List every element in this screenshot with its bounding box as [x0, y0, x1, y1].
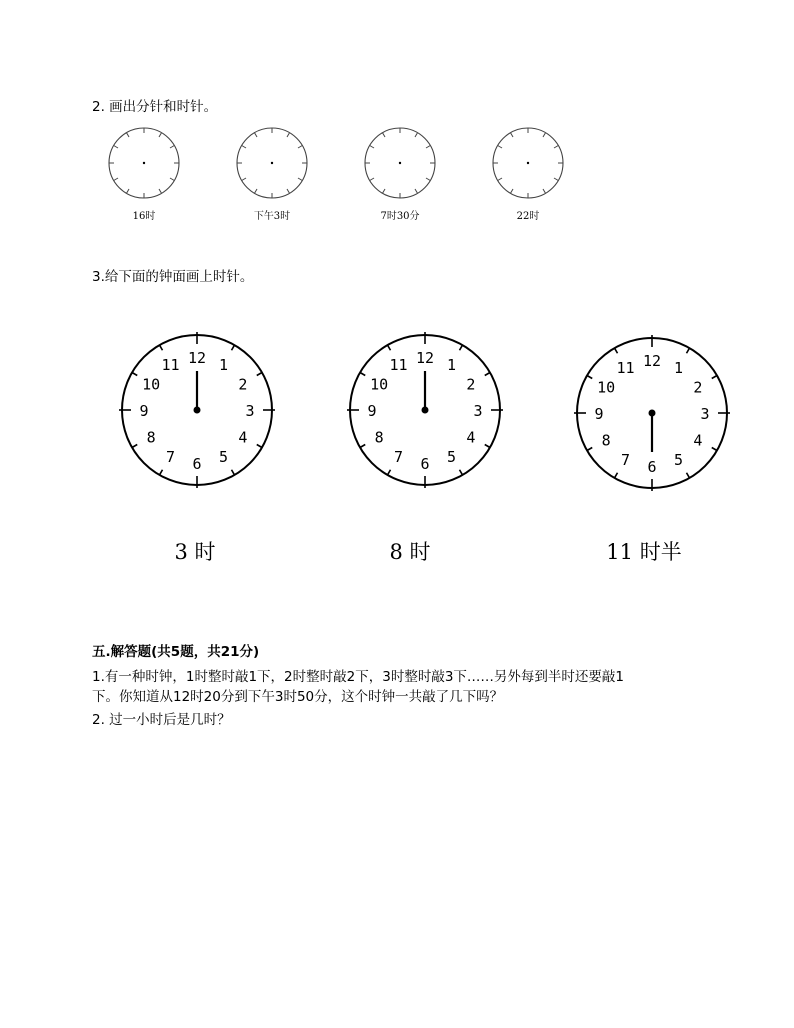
- clock-numeral: 3: [245, 402, 255, 420]
- section-5-question-2: 2. 过一小时后是几时？: [92, 712, 231, 728]
- clock-numeral: 9: [139, 402, 149, 420]
- clock-center-dot: [194, 407, 201, 414]
- clock-numeral: 11: [389, 356, 408, 375]
- clock-center-dot: [422, 407, 429, 414]
- big-clock-2: [345, 330, 505, 490]
- clock-numeral: 10: [142, 375, 161, 394]
- clock-numeral: 9: [367, 402, 377, 420]
- clock-numeral: 12: [415, 349, 435, 367]
- clock-numeral: 6: [192, 455, 202, 473]
- big-clock-label-2: 8 时: [389, 540, 431, 564]
- section-5-title: 五.解答题(共5题，共21分): [92, 644, 260, 660]
- clock-numeral: 11: [616, 359, 635, 378]
- small-clock-1: [106, 125, 182, 201]
- clock-numeral: 3: [700, 405, 710, 423]
- clock-numeral: 5: [673, 450, 684, 469]
- clock-numeral: 8: [146, 428, 156, 447]
- clock-center-dot: [399, 162, 401, 164]
- big-clock-3: [572, 333, 732, 493]
- clock-numeral: 12: [642, 352, 662, 370]
- clock-numeral: 1: [446, 356, 457, 375]
- clock-numeral: 11: [161, 356, 180, 375]
- clock-numeral: 1: [673, 359, 684, 378]
- clock-center-dot: [527, 162, 529, 164]
- section-5-question-1: [92, 667, 702, 707]
- clock-numeral: 8: [374, 428, 384, 447]
- big-clock-1: [117, 330, 277, 490]
- clock-numeral: 10: [597, 378, 616, 397]
- clock-center-dot: [649, 410, 656, 417]
- small-clock-label-1: 16时: [132, 211, 156, 222]
- clock-numeral: 5: [446, 447, 457, 466]
- clock-numeral: 7: [393, 447, 404, 466]
- small-clock-label-4: 22时: [516, 211, 540, 222]
- clock-numeral: 8: [601, 431, 611, 450]
- clock-numeral: 7: [165, 447, 176, 466]
- small-clock-2: [234, 125, 310, 201]
- clock-numeral: 3: [473, 402, 483, 420]
- small-clock-4: [490, 125, 566, 201]
- clock-numeral: 2: [466, 375, 476, 394]
- small-clock-label-3: 7时30分: [380, 211, 420, 222]
- clock-numeral: 6: [420, 455, 430, 473]
- clock-numeral: 4: [238, 428, 248, 447]
- clock-numeral: 4: [693, 431, 703, 450]
- clock-center-dot: [271, 162, 273, 164]
- small-clock-label-2: 下午3时: [253, 211, 291, 222]
- small-clock-3: [362, 125, 438, 201]
- clock-numeral: 6: [647, 458, 657, 476]
- clock-numeral: 1: [218, 356, 229, 375]
- clock-numeral: 5: [218, 447, 229, 466]
- big-clock-label-1: 3 时: [174, 540, 216, 564]
- section-5-question-1-line-2: 下。你知道从12时20分到下午3时50分，这个时钟一共敲了几下吗？: [92, 689, 504, 705]
- clock-numeral: 9: [594, 405, 604, 423]
- clock-numeral: 10: [370, 375, 389, 394]
- section-5-question-1-line-1: 1.有一种时钟，1时整时敲1下，2时整时敲2下，3时整时敲3下……另外每到半时还要敲1: [92, 669, 625, 685]
- clock-numeral: 12: [187, 349, 207, 367]
- clock-numeral: 2: [693, 378, 703, 397]
- clock-center-dot: [143, 162, 145, 164]
- clock-numeral: 4: [466, 428, 476, 447]
- question-3-title: 3.给下面的钟面画上时针。: [92, 269, 254, 285]
- clock-numeral: 7: [620, 450, 631, 469]
- question-2-title: 2. 画出分针和时针。: [92, 99, 218, 115]
- big-clock-label-3: 11 时半: [606, 540, 682, 564]
- clock-numeral: 2: [238, 375, 248, 394]
